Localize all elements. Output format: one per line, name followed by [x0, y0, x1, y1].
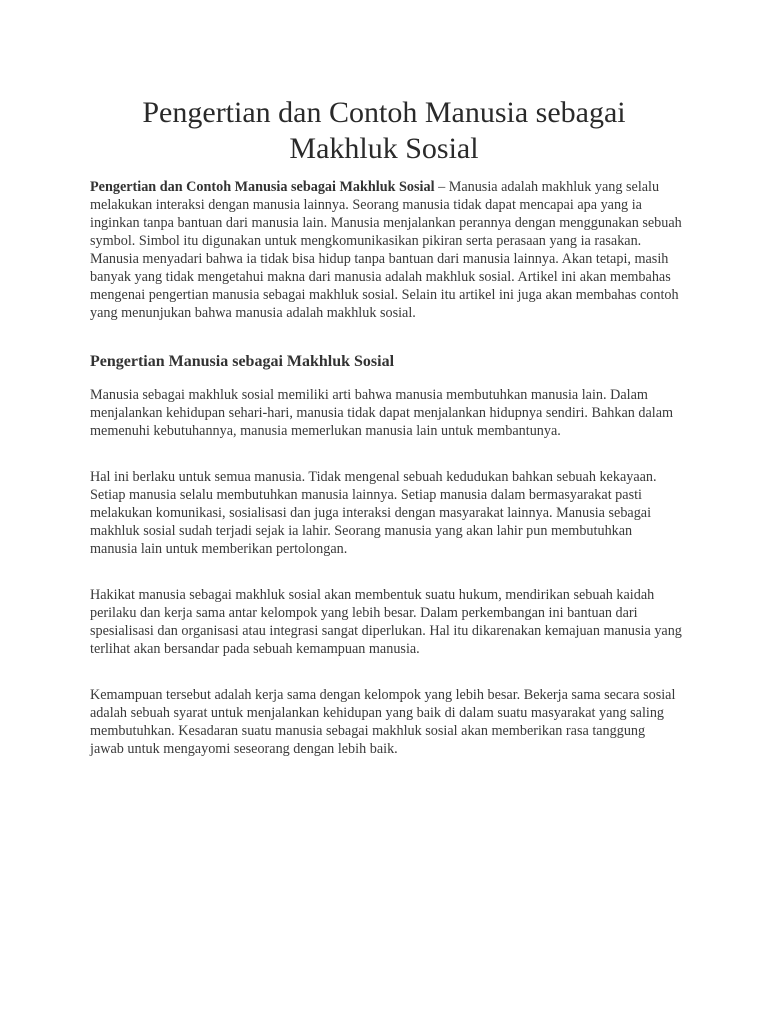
- intro-paragraph-2: Manusia menyadari bahwa ia tidak bisa hidup tanpa bantuan dari manusia lainnya. Akan tetapi, masih banyak yang tidak mengetahui makna dari manusia adalah makhluk sosial. Artikel ini akan membahas mengenai pengertian manusia sebagai makhluk sosial. Selain itu artikel ini juga akan membahas contoh yang menunjukan bahwa manusia adalah makhluk sosial.: [90, 251, 679, 321]
- section-heading: Pengertian Manusia sebagai Makhluk Sosial: [90, 353, 395, 370]
- document-body: [90, 178, 682, 758]
- intro-dash: –: [434, 179, 449, 195]
- page-title: Pengertian dan Contoh Manusia sebagai Makhluk Sosial: [142, 96, 626, 165]
- body-paragraph-1: Manusia sebagai makhluk sosial memiliki arti bahwa manusia membutuhkan manusia lain. Dalam menjalankan kehidupan sehari-hari, manusia tidak dapat menjalankan hidupnya sendiri. Bahkan dalam memenuhi kebutuhannya, manusia memerlukan manusia lain untuk membantunya.: [90, 387, 674, 439]
- body-paragraph-2: Hal ini berlaku untuk semua manusia. Tidak mengenal sebuah kedudukan bahkan sebuah kekayaan. Setiap manusia selalu membutuhkan manusia lainnya. Setiap manusia dalam bermasyarakat pasti melakukan komunikasi, sosialisasi dan juga interaksi dengan masyarakat lainnya. Manusia sebagai makhluk sosial sudah terjadi sejak ia lahir. Seorang manusia yang akan lahir pun membutuhkan manusia lain untuk memberikan pertolongan.: [90, 469, 657, 557]
- body-paragraph-4: Kemampuan tersebut adalah kerja sama dengan kelompok yang lebih besar. Bekerja sama secara sosial adalah sebuah syarat untuk menjalankan kehidupan yang baik di dalam suatu masyarakat yang saling membutuhkan. Kesadaran suatu manusia sebagai makhluk sosial akan memberikan rasa tanggung jawab untuk mengayomi seseorang dengan lebih baik.: [90, 687, 676, 757]
- intro-body-text: Manusia adalah makhluk yang selalu melakukan interaksi dengan manusia lainnya. Seorang manusia tidak dapat mencapai apa yang ia inginkan tanpa bantuan dari manusia lain. Manusia menjalankan perannya dengan menggunakan sebuah symbol. Simbol itu digunakan untuk mengkomunikasikan pikiran serta perasaan yang ia rasakan.: [90, 179, 682, 249]
- intro-lead-text: Pengertian dan Contoh Manusia sebagai Makhluk Sosial: [90, 179, 435, 195]
- intro-paragraph: [90, 178, 682, 250]
- body-paragraph-3: Hakikat manusia sebagai makhluk sosial akan membentuk suatu hukum, mendirikan sebuah kaidah perilaku dan kerja sama antar kelompok yang lebih besar. Dalam perkembangan ini bantuan dari spesialisasi dan organisasi atau integrasi sangat diperlukan. Hal itu dikarenakan kemajuan manusia yang terlihat akan bersandar pada sebuah kemampuan manusia.: [90, 587, 682, 657]
